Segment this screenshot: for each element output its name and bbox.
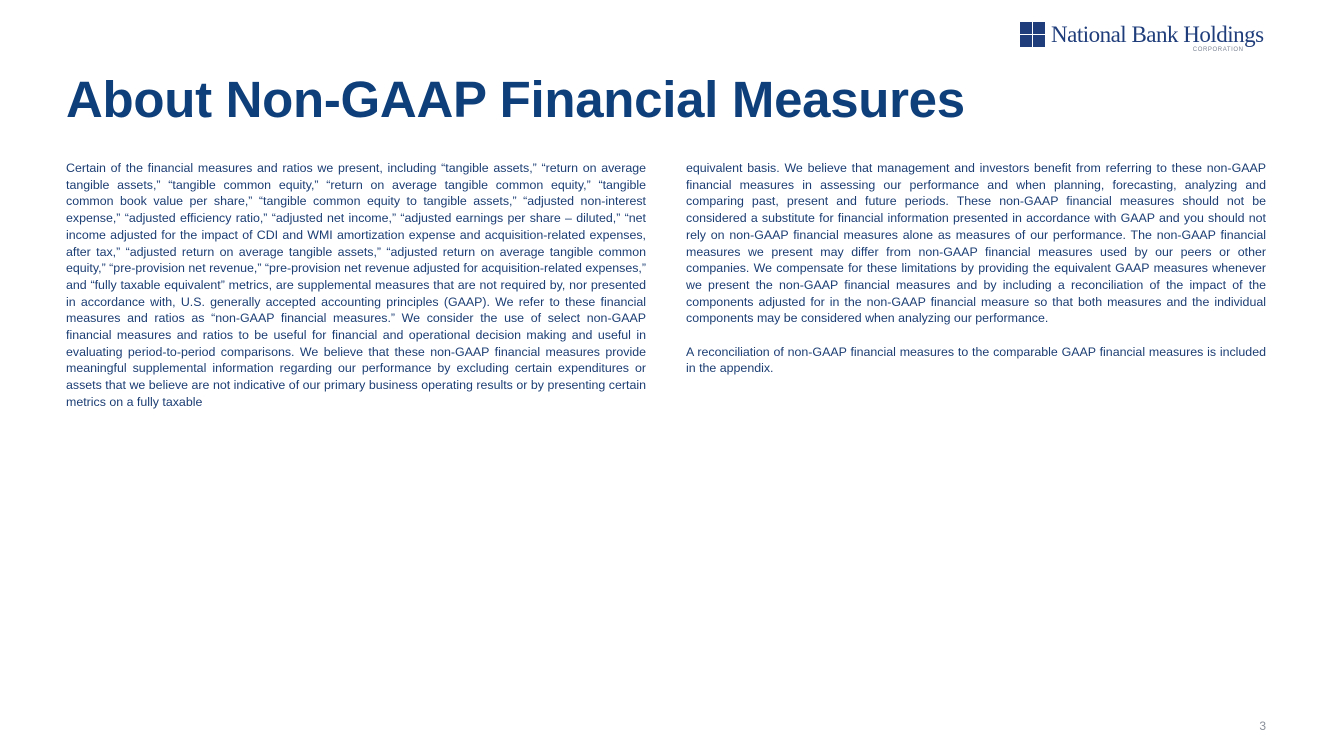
page-number: 3	[1259, 719, 1266, 733]
left-column	[66, 160, 646, 411]
logo-squares-icon	[1020, 22, 1045, 47]
logo-name: National Bank Holdings	[1051, 22, 1264, 47]
company-logo	[1020, 22, 1264, 53]
left-paragraph: Certain of the financial measures and ratios we present, including “tangible assets,” “return on average tangible assets,” “tangible common equity,” “return on average tangible common equity,” “tangible common book value per share,” “tangible common equity to tangible assets,” “adjusted non-interest expense,” “adjusted efficiency ratio,” “adjusted net income,” “adjusted earnings per share – diluted,” “net income adjusted for the impact of CDI and WMI amortization expense and acquisition-related expenses, after tax,” “adjusted return on average tangible assets,” “adjusted return on average tangible common equity,” “pre-provision net revenue,” “pre-provision net revenue adjusted for acquisition-related expenses,” and “fully taxable equivalent” metrics, are supplemental measures that are not required by, nor presented in accordance with, U.S. generally accepted accounting principles (GAAP). We refer to these financial measures and ratios as “non-GAAP financial measures.” We consider the use of select non-GAAP financial measures and ratios to be useful for financial and operational decision making and useful in evaluating period-to-period comparisons. We believe that these non-GAAP financial measures provide meaningful supplemental information regarding our performance by excluding certain expenditures or assets that we believe are not indicative of our primary business operating results or by presenting certain metrics on a fully taxable	[66, 161, 646, 409]
logo-text	[1051, 22, 1264, 53]
page-title: About Non-GAAP Financial Measures	[66, 71, 965, 128]
right-paragraph-1: equivalent basis. We believe that management and investors benefit from referring to these non-GAAP financial measures in assessing our performance and when planning, forecasting, analyzing and comparing past, present and future periods. These non-GAAP financial measures should not be considered a substitute for financial information presented in accordance with GAAP and you should not rely on non-GAAP financial measures alone as measures of our performance. The non-GAAP financial measures we present may differ from non-GAAP financial measures used by our peers or other companies. We compensate for these limitations by providing the equivalent GAAP measures whenever we present the non-GAAP financial measures and by including a reconciliation of the impact of the components adjusted for in the non-GAAP financial measure so that both measures and the individual components may be considered when analyzing our performance.	[686, 161, 1266, 326]
logo-subtitle: CORPORATION	[1192, 47, 1244, 53]
right-paragraph-2: A reconciliation of non-GAAP financial measures to the comparable GAAP financial measures is included in the appendix.	[686, 344, 1266, 376]
right-column	[686, 160, 1266, 377]
